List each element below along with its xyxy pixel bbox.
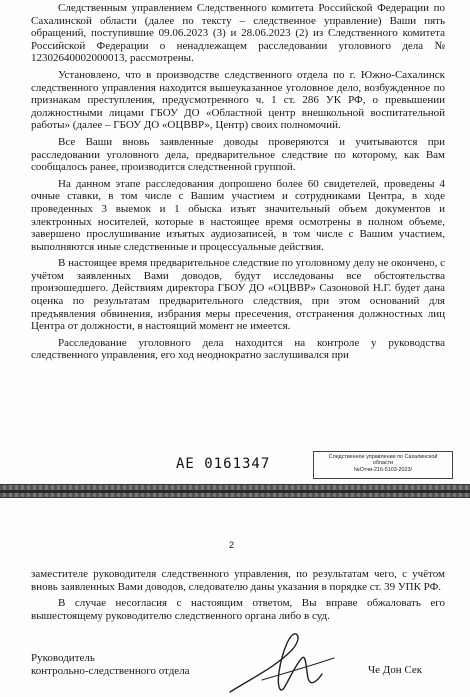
signature-title-line: Руководитель (31, 652, 95, 664)
paragraph-continuation: заместителе руководителя следственного управления, по результатам чего, с учётом вновь заявленных Вами доводов, следователю даны указания в порядке ст. 39 УПК РФ. (31, 568, 445, 593)
page-1-body (31, 2, 445, 366)
stamp-line: №Отчи-216-5103-2023/ (353, 466, 413, 473)
page-separator-band (0, 490, 470, 493)
stamp-line: Следственное управление по Сахалинской (328, 454, 438, 460)
page-number: 2 (229, 540, 235, 550)
paragraph-appeal: В случае несогласия с настоящим ответом, Вы вправе обжаловать его вышестоящему руководителю следственного органа либо в суд. (31, 597, 445, 622)
stamp-line: области (372, 460, 394, 467)
paragraph-investigation-stage: На данном этапе расследования допрошено более 60 свидетелей, проведены 4 очные ставки, в том числе с Вашим участием и сотрудниками Центра, в ходе проведенных 3 выемок и 1 обыска изъят значительный объем документов и электронных носителей, которые в настоящее время осмотрены в полном объеме, завершено прослушивание изъятых аудиозаписей, в том числе с Вашим участием, выполняются иные следственные и процессуальные действия. (31, 177, 445, 253)
signer-name: Че Дон Сек (368, 664, 423, 676)
signature-title (31, 652, 190, 677)
page-2-body (31, 568, 445, 626)
document-serial-number: АЕ 0161347 (176, 456, 271, 472)
paragraph-intro: Следственным управлением Следственного комитета Российской Федерации по Сахалинской области (далее по тексту – следственное управление) Ваши пять обращений, поступившие 09.06.2023 (3) и 28.06.2023 (2) из Следственного комитета Российской Федерации о ненадлежащем расследовании уголовного дела № 12302640002000013, рассмотрены. (31, 2, 445, 65)
paragraph-control: Расследование уголовного дела находится на контроле у руководства следственного управления, его ход неоднократно заслушивался при (31, 336, 445, 362)
signature-title-line: контрольно-следственного отдела (31, 664, 190, 677)
handwritten-signature (222, 628, 352, 697)
paragraph-arguments: Все Ваши вновь заявленные доводы проверяются и учитываются при расследовании уголовного дела, предварительное следствие по которому, как Вам сообщалось ранее, производится следственной группой. (31, 135, 445, 174)
paragraph-established: Установлено, что в производстве следственного отдела по г. Южно-Сахалинск следственного управления находится вышеуказанное уголовное дело, возбужденное по признакам преступления, предусмотренного ч. 1 ст. 286 УК РФ, о превышении должностными лицами ГБОУ ДО «Областной центр внешкольной воспитательной работы» (далее – ГБОУ ДО «ОЦВВР», Центр) своих полномочий. (31, 68, 445, 132)
paragraph-current-status: В настоящее время предварительное следствие по уголовному делу не окончено, с учётом заявленных Вами доводов, будут исследованы все обстоятельства произошедшего. Действиям директора ГБОУ ДО «ОЦВВР» Сазоновой Н.Г. будет дана оценка по результатам предварительного следствия, при этом оснований для предъявления обвинения, избрания меры пресечения, отстранения должностных лиц Центра от должности, в настоящий момент не имеется. (31, 257, 445, 333)
registration-stamp (313, 451, 453, 479)
